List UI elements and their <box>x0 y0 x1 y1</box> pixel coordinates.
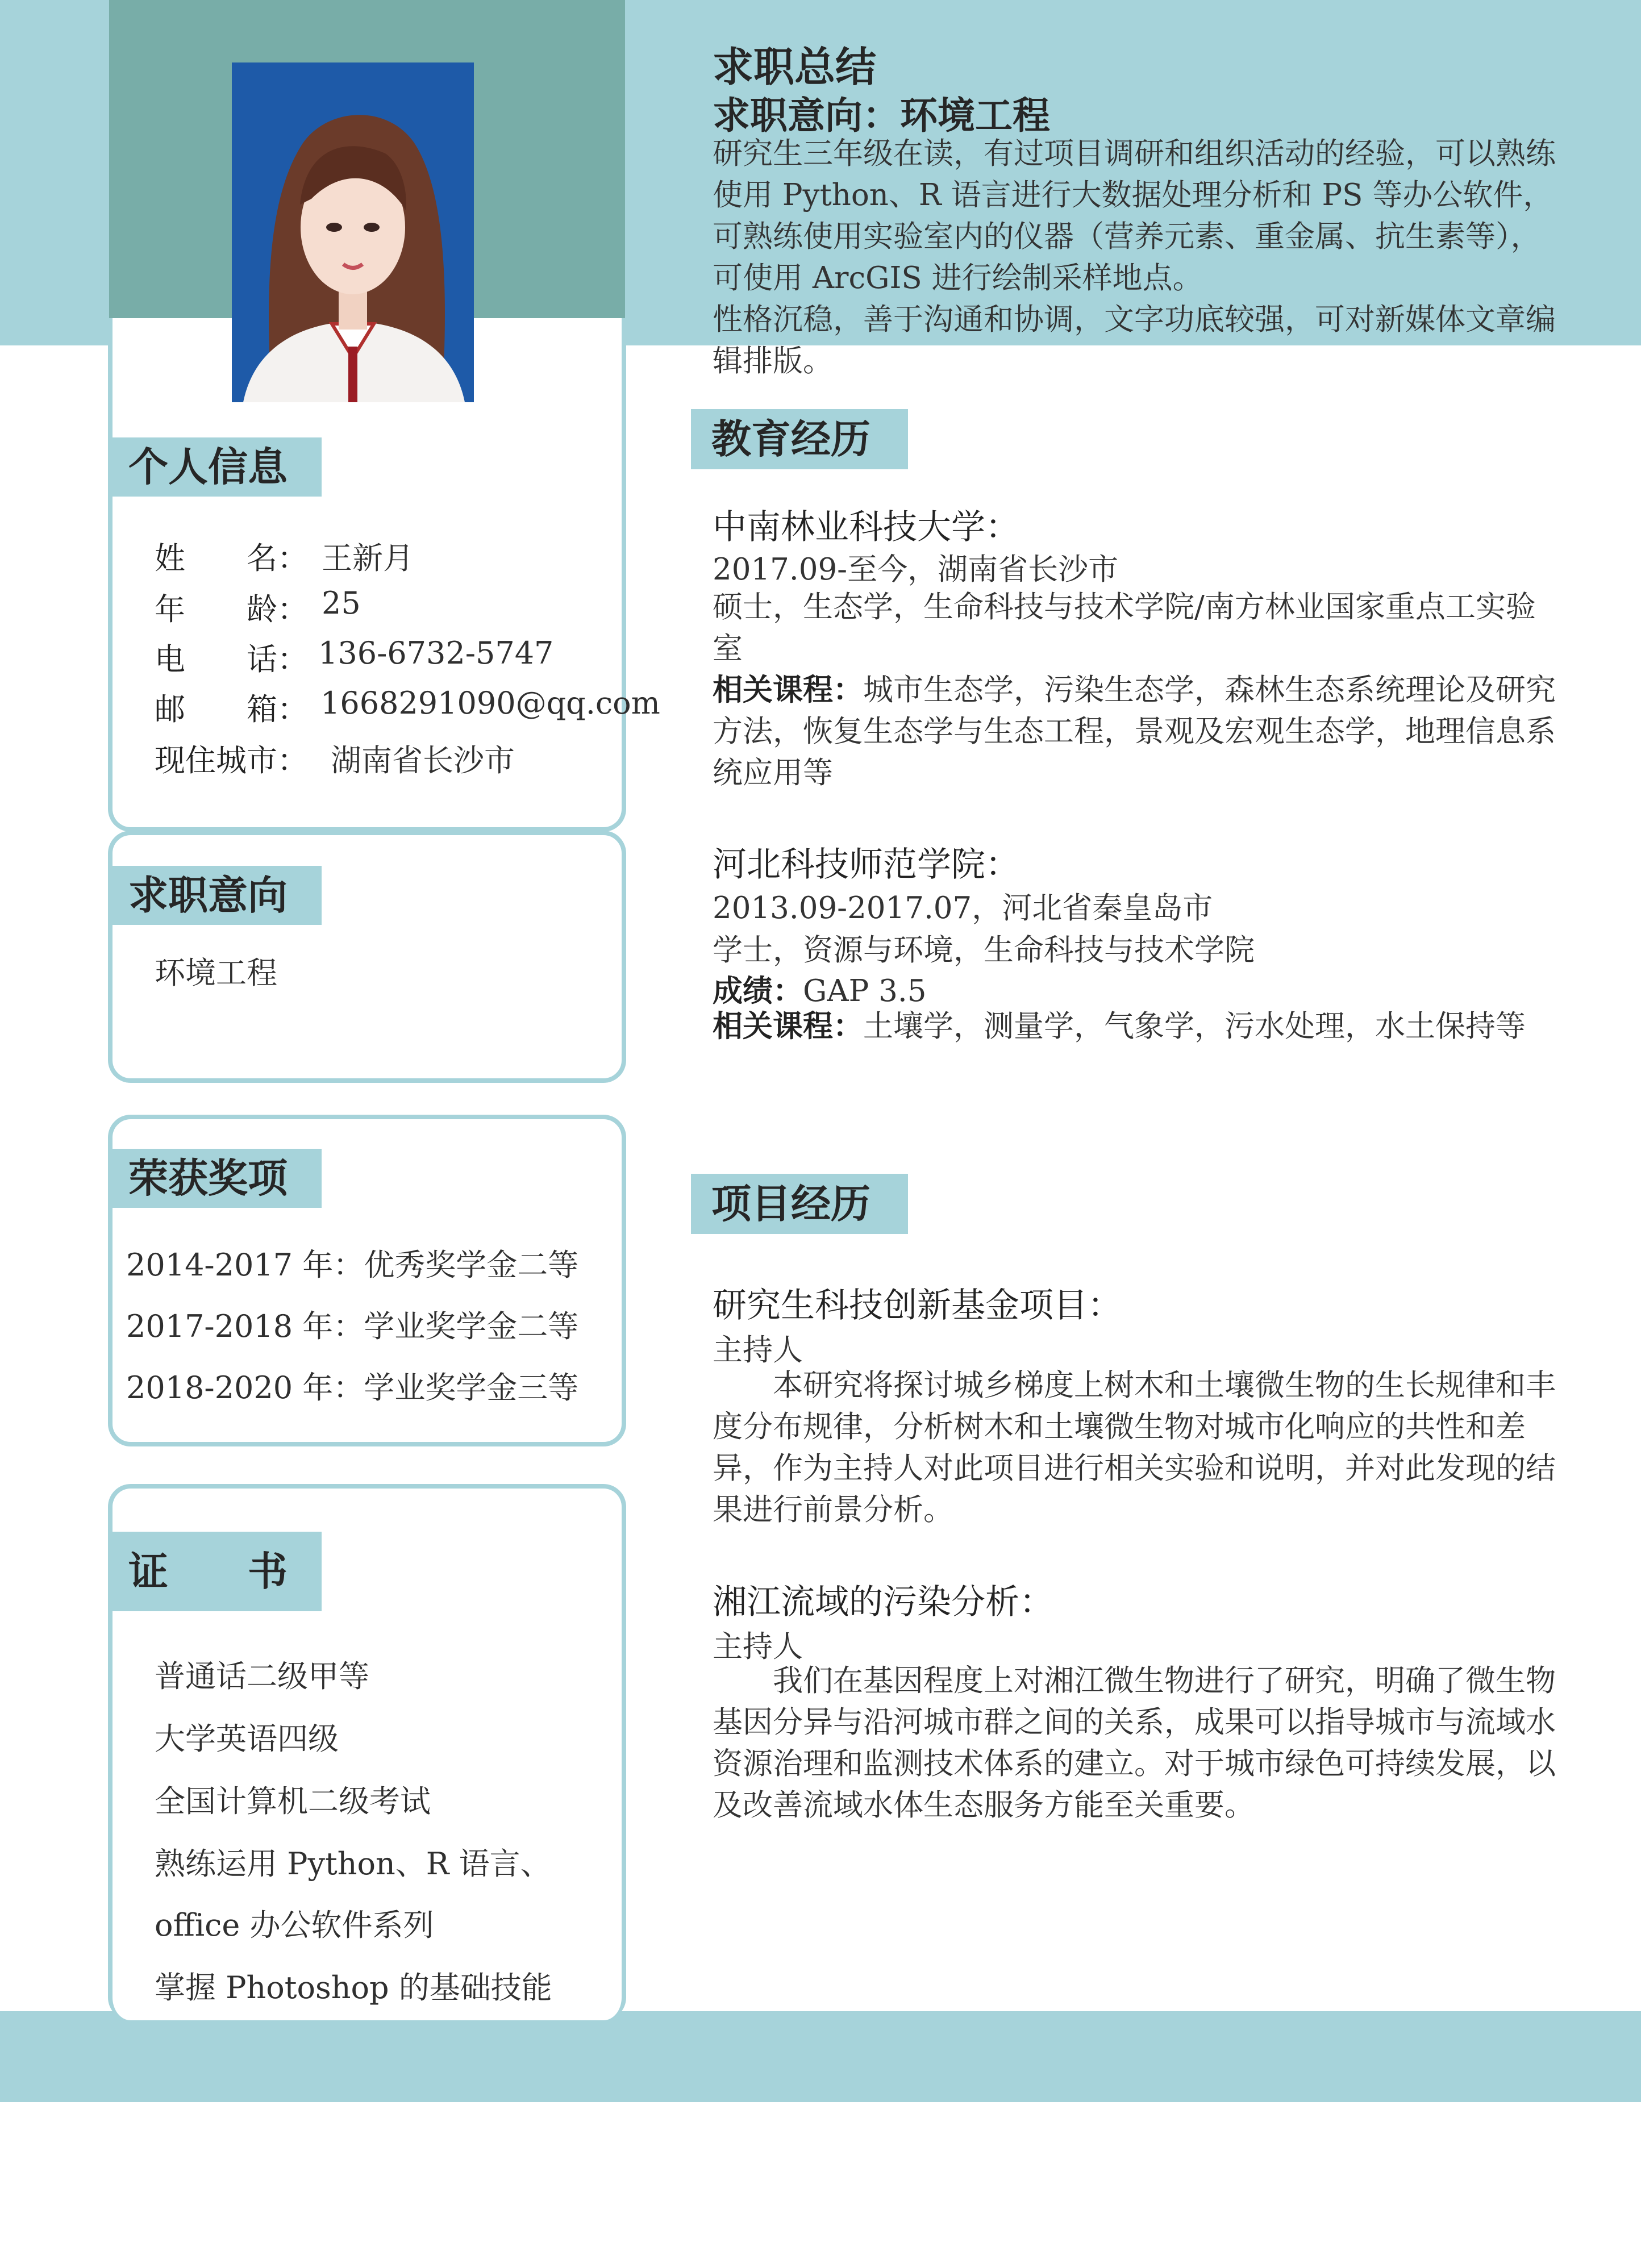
city-value: 湖南省长沙市 <box>331 743 515 778</box>
projects-heading: 项目经历 <box>691 1174 908 1234</box>
certificate-item: office 办公软件系列 <box>155 1907 434 1943</box>
school-courses <box>713 669 1559 794</box>
education-heading: 教育经历 <box>691 409 908 469</box>
job-intent-heading: 求职意向 <box>109 866 322 925</box>
bottom-band <box>0 2011 1641 2102</box>
phone-label: 电 话： <box>155 641 308 677</box>
courses-text: 城市生态学，污染生态学，森林生态系统理论及研究方法，恢复生态学与生态工程，景观及宏观生态学，地理信息系统应用等 <box>713 673 1556 790</box>
project-description: 本研究将探讨城乡梯度上树木和土壤微生物的生长规律和丰度分布规律，分析树木和土壤微生物对城市化响应的共性和差异，作为主持人对此项目进行相关实验和说明，并对此发现的结果进行前景分析。 <box>713 1368 1556 1527</box>
summary-heading: 求职总结 <box>713 43 877 91</box>
age-label: 年 龄： <box>155 591 308 627</box>
school-degree: 硕士，生态学，生命科技与技术学院/南方林业国家重点工实验室 <box>713 590 1536 666</box>
certificate-item: 熟练运用 Python、R 语言、 <box>155 1846 551 1882</box>
school-period: 2017.09-至今，湖南省长沙市 <box>713 552 1119 587</box>
school-period: 2013.09-2017.07，河北省秦皇岛市 <box>713 891 1213 925</box>
certificate-item: 普通话二级甲等 <box>155 1658 369 1694</box>
certificate-item: 全国计算机二级考试 <box>155 1783 431 1819</box>
courses-label: 相关课程： <box>713 1009 863 1044</box>
school-name: 中南林业科技大学： <box>713 507 1019 547</box>
courses-text: 土壤学，测量学，气象学，污水处理，水土保持等 <box>863 1009 1526 1044</box>
awards-heading: 荣获奖项 <box>109 1149 322 1208</box>
summary-paragraph: 性格沉稳，善于沟通和协调，文字功底较强，可对新媒体文章编辑排版。 <box>713 302 1556 378</box>
project-role: 主持人 <box>713 1333 803 1368</box>
school-degree: 学士，资源与环境，生命科技与技术学院 <box>713 933 1255 968</box>
award-item: 2017-2018 年：学业奖学金二等 <box>126 1308 579 1344</box>
project-name: 研究生科技创新基金项目： <box>713 1286 1122 1325</box>
summary-intent-line: 求职意向：环境工程 <box>713 94 1050 137</box>
school-gpa <box>713 967 926 1010</box>
award-item: 2018-2020 年：学业奖学金三等 <box>126 1370 579 1406</box>
summary-paragraph: 研究生三年级在读，有过项目调研和组织活动的经验，可以熟练使用 Python、R 语言进行大数据处理分析和 PS 等办公软件，可熟练使用实验室内的仪器（营养元素、重金属、抗生素等），可使用 ArcGIS 进行绘制采样地点。 <box>713 136 1556 295</box>
job-intent-value: 环境工程 <box>155 955 277 991</box>
project-name: 湘江流域的污染分析： <box>713 1582 1053 1622</box>
phone-value: 136-6732-5747 <box>318 635 554 671</box>
school-courses <box>713 1006 1559 1047</box>
project-description: 我们在基因程度上对湘江微生物进行了研究，明确了微生物基因分异与沿河城市群之间的关系，成果可以指导城市与流域水资源治理和监测技术体系的建立。对于城市绿色可持续发展，以及改善流域水体生态服务方能至关重要。 <box>713 1664 1556 1823</box>
city-label: 现住城市： <box>155 743 308 778</box>
email-value: 1668291090@qq.com <box>320 685 660 721</box>
school-name: 河北科技师范学院： <box>713 845 1019 885</box>
portrait-photo <box>232 62 474 402</box>
gpa-value: GAP 3.5 <box>803 974 927 1008</box>
age-value: 25 <box>322 585 361 621</box>
certificate-item: 大学英语四级 <box>155 1721 339 1757</box>
award-item: 2014-2017 年：优秀奖学金二等 <box>126 1247 579 1283</box>
name-value: 王新月 <box>322 540 414 576</box>
email-label: 邮 箱： <box>155 691 308 727</box>
courses-label: 相关课程： <box>713 673 863 707</box>
personal-info-heading: 个人信息 <box>109 437 322 497</box>
name-label: 姓 名： <box>155 540 308 576</box>
gpa-label: 成绩： <box>713 974 803 1008</box>
certificate-item: 掌握 Photoshop 的基础技能 <box>155 1970 552 2006</box>
certificates-heading: 证 书 <box>109 1532 322 1611</box>
project-role: 主持人 <box>713 1629 803 1664</box>
